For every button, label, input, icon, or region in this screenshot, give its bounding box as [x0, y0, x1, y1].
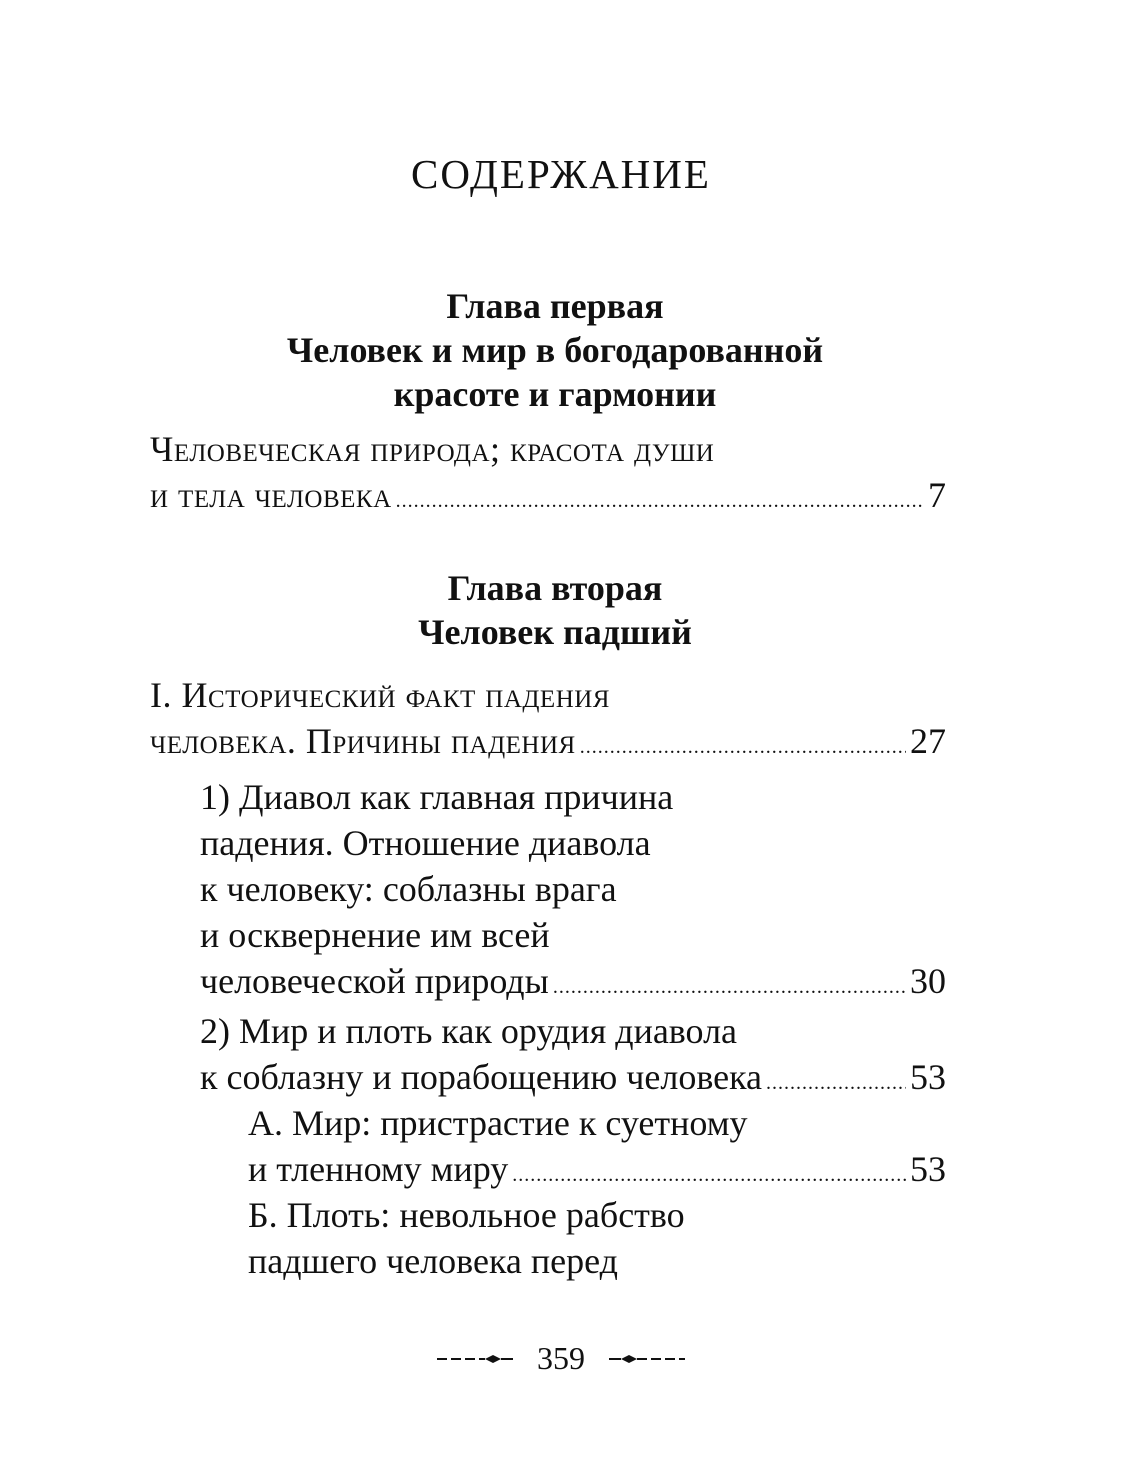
- chapter-2-name: Человек падший: [418, 612, 692, 652]
- toc-page-number: 53: [910, 1149, 946, 1189]
- toc-entry-line: к соблазну и порабощению человека: [200, 1057, 763, 1097]
- chapter-1-label: Глава первая: [446, 286, 664, 326]
- toc-entry-line: человека. Причины падения: [150, 721, 576, 761]
- toc-entry-line: А. Мир: пристрастие к суетному: [248, 1103, 748, 1143]
- chapter-2-label: Глава вторая: [447, 568, 663, 608]
- toc-entry-line: Б. Плоть: невольное рабство: [248, 1195, 685, 1235]
- right-ornament-icon: [607, 1352, 687, 1366]
- toc-entry-line: I. Исторический факт падения: [150, 675, 610, 715]
- chapter-2-heading: [0, 566, 1110, 654]
- toc-page-number: 53: [910, 1057, 946, 1097]
- page-footer: [0, 1340, 1122, 1377]
- toc-entry-line: 2) Мир и плоть как орудия диавола: [200, 1011, 738, 1051]
- toc-entry-line: падения. Отношение диавола: [200, 823, 651, 863]
- dot-leader: [396, 478, 924, 524]
- toc-entry-sub-a[interactable]: [248, 1100, 946, 1192]
- page-number: 359: [537, 1340, 585, 1376]
- chapter-1-heading: [0, 284, 1110, 416]
- toc-entry-line: Человеческая природа; красота души: [150, 429, 715, 469]
- toc-entry-sub-2[interactable]: [200, 1008, 946, 1100]
- chapter-1-name-line2: красоте и гармонии: [393, 374, 717, 414]
- left-ornament-icon: [435, 1352, 515, 1366]
- page-title: СОДЕРЖАНИЕ: [411, 151, 711, 197]
- chapter-1-name-line1: Человек и мир в богодарованной: [286, 330, 824, 370]
- toc-page-number: 27: [910, 721, 946, 761]
- toc-entry-line: человеческой природы: [200, 961, 549, 1001]
- toc-entry-line: и тела человека: [150, 475, 392, 515]
- toc-entry-line: и осквернение им всей: [200, 915, 550, 955]
- toc-entry-line: и тленному миру: [248, 1149, 509, 1189]
- toc-entry-line: падшего человека перед: [248, 1241, 618, 1281]
- toc-page-number: 30: [910, 961, 946, 1001]
- toc-page-number: 7: [928, 475, 946, 515]
- toc-entry-line: к человеку: соблазны врага: [200, 869, 617, 909]
- toc-entry-sub-1[interactable]: [200, 774, 946, 1004]
- toc-entry-section-1[interactable]: [150, 672, 946, 764]
- toc-entry-chapter-1[interactable]: [150, 426, 946, 518]
- dot-leader: [580, 724, 906, 770]
- toc-entry-line: 1) Диавол как главная причина: [200, 777, 674, 817]
- toc-entry-sub-b[interactable]: [248, 1192, 946, 1284]
- dot-leader: [553, 964, 906, 1010]
